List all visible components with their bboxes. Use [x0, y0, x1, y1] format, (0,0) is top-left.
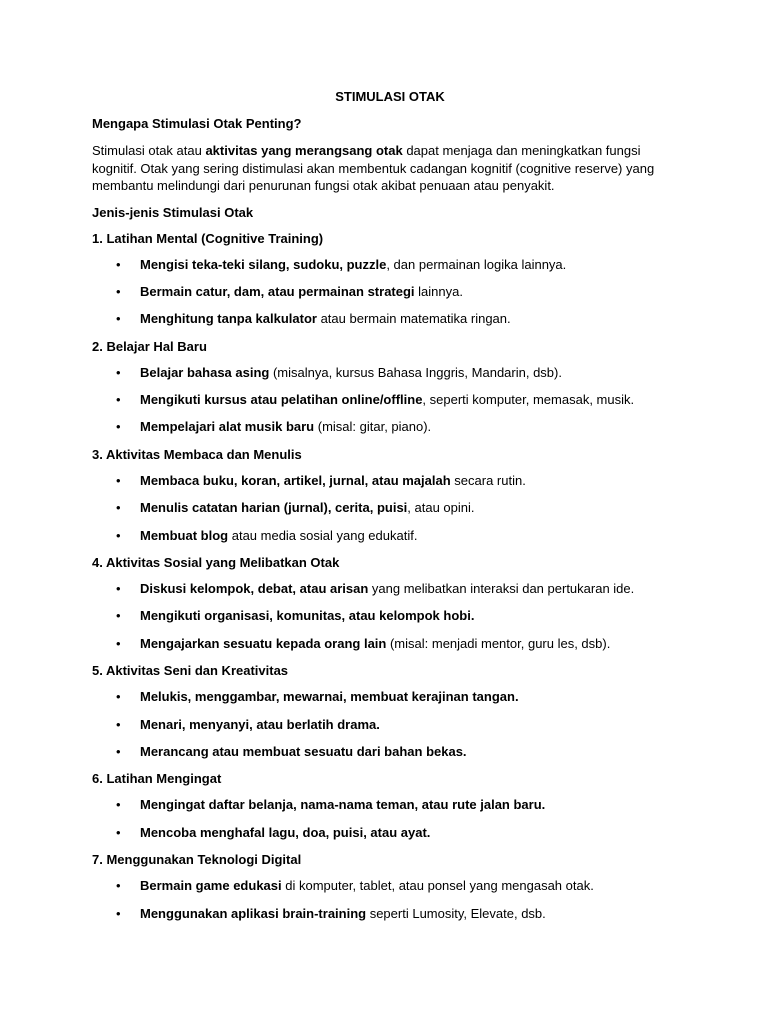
list-item [92, 689, 688, 705]
bullet-icon: • [116, 797, 121, 813]
bullet-list [92, 473, 688, 544]
bullet-list [92, 797, 688, 840]
bullet-icon: • [116, 878, 121, 894]
list-item-text: secara rutin. [450, 472, 526, 488]
section-3 [92, 447, 688, 544]
list-item-text: (misal: gitar, piano). [314, 419, 432, 435]
intro-paragraph [92, 142, 688, 195]
list-item [92, 419, 688, 435]
bullet-icon: • [116, 689, 121, 705]
intro-text-part2: dapat menjaga dan meningkatkan fungsi kognitif. Otak yang sering distimulasi akan membentuk cadangan kognitif (cognitive reserve) yang membantu melindungi dari penurunan fungsi otak akibat penuaan atau penyakit. [92, 143, 655, 193]
section-heading: 3. Aktivitas Membaca dan Menulis [92, 446, 302, 462]
section-heading: 6. Latihan Mengingat [92, 771, 222, 787]
bullet-icon: • [116, 392, 121, 408]
bullet-icon: • [116, 905, 121, 921]
list-item-bold-text: Belajar bahasa asing [140, 364, 270, 380]
bullet-list [92, 878, 688, 921]
section-heading: 1. Latihan Mental (Cognitive Training) [92, 230, 324, 246]
list-item-bold-text: Mengajarkan sesuatu kepada orang lain [140, 635, 387, 651]
bullet-icon: • [116, 716, 121, 732]
list-item-bold-text: Mengisi teka-teki silang, sudoku, puzzle [140, 256, 387, 272]
list-item-bold-text: Membuat blog [140, 527, 229, 543]
intro-text-part1: Stimulasi otak atau [92, 143, 206, 158]
list-item [92, 608, 688, 624]
list-item-text: seperti Lumosity, Elevate, dsb. [366, 905, 546, 921]
section-2 [92, 339, 688, 436]
bullet-icon: • [116, 283, 121, 299]
list-item-bold-text: Menulis catatan harian (jurnal), cerita, puisi [140, 500, 408, 516]
section-heading: 5. Aktivitas Seni dan Kreativitas [92, 663, 289, 679]
list-item [92, 365, 688, 381]
section-4 [92, 555, 688, 652]
intro-heading: Mengapa Stimulasi Otak Penting? [92, 116, 302, 131]
list-item-text: (misal: menjadi mentor, guru les, dsb). [386, 635, 611, 651]
bullet-icon: • [116, 743, 121, 759]
section-1 [92, 231, 688, 328]
list-item-text: atau bermain matematika ringan. [316, 311, 511, 327]
bullet-list [92, 581, 688, 652]
list-item-bold-text: Diskusi kelompok, debat, atau arisan [140, 581, 369, 597]
list-item-bold-text: Menggunakan aplikasi brain-training [140, 905, 367, 921]
bullet-icon: • [116, 472, 121, 488]
list-item-text: lainnya. [414, 283, 463, 299]
section-6 [92, 771, 688, 840]
list-item [92, 392, 688, 408]
list-item [92, 500, 688, 516]
list-item-bold-text: Bermain game edukasi [140, 878, 282, 894]
list-item [92, 528, 688, 544]
list-item [92, 284, 688, 300]
bullet-icon: • [116, 608, 121, 624]
bullet-icon: • [116, 500, 121, 516]
document-title: STIMULASI OTAK [335, 89, 445, 104]
list-item-bold-text: Menghitung tanpa kalkulator [140, 311, 317, 327]
list-item-text: di komputer, tablet, atau ponsel yang mengasah otak. [281, 878, 594, 894]
bullet-icon: • [116, 581, 121, 597]
list-item-bold-text: Menari, menyanyi, atau berlatih drama. [140, 716, 380, 732]
list-item-bold-text: Mengikuti kursus atau pelatihan online/offline [140, 392, 423, 408]
list-item [92, 878, 688, 894]
list-item-text: , dan permainan logika lainnya. [386, 256, 567, 272]
types-heading: Jenis-jenis Stimulasi Otak [92, 204, 254, 220]
section-heading: 4. Aktivitas Sosial yang Melibatkan Otak [92, 555, 340, 571]
list-item [92, 797, 688, 813]
section-heading: 7. Menggunakan Teknologi Digital [92, 852, 302, 868]
bullet-list [92, 365, 688, 436]
bullet-icon: • [116, 635, 121, 651]
list-item-bold-text: Mengingat daftar belanja, nama-nama teman, atau rute jalan baru. [140, 797, 546, 813]
section-7 [92, 852, 688, 921]
list-item-bold-text: Membaca buku, koran, artikel, jurnal, atau majalah [140, 472, 451, 488]
list-item-bold-text: Merancang atau membuat sesuatu dari bahan bekas. [140, 743, 467, 759]
list-item-bold-text: Mengikuti organisasi, komunitas, atau kelompok hobi. [140, 608, 475, 624]
list-item [92, 744, 688, 760]
section-heading: 2. Belajar Hal Baru [92, 338, 207, 354]
list-item [92, 473, 688, 489]
bullet-icon: • [116, 824, 121, 840]
list-item-bold-text: Bermain catur, dam, atau permainan strategi [140, 283, 415, 299]
list-item [92, 717, 688, 733]
list-item-text: yang melibatkan interaksi dan pertukaran ide. [368, 581, 635, 597]
list-item [92, 581, 688, 597]
bullet-list [92, 257, 688, 328]
section-5 [92, 663, 688, 760]
list-item-text: , seperti komputer, memasak, musik. [422, 392, 635, 408]
list-item [92, 257, 688, 273]
list-item-bold-text: Mempelajari alat musik baru [140, 419, 315, 435]
bullet-icon: • [116, 311, 121, 327]
list-item [92, 311, 688, 327]
list-item [92, 906, 688, 922]
bullet-icon: • [116, 527, 121, 543]
list-item-text: atau media sosial yang edukatif. [228, 527, 418, 543]
bullet-icon: • [116, 364, 121, 380]
list-item [92, 636, 688, 652]
bullet-icon: • [116, 256, 121, 272]
bullet-icon: • [116, 419, 121, 435]
list-item-bold-text: Mencoba menghafal lagu, doa, puisi, atau ayat. [140, 824, 431, 840]
list-item-bold-text: Melukis, menggambar, mewarnai, membuat kerajinan tangan. [140, 689, 519, 705]
document-page [92, 89, 688, 933]
intro-text-bold: aktivitas yang merangsang otak [205, 143, 403, 158]
list-item-text: (misalnya, kursus Bahasa Inggris, Mandarin, dsb). [269, 364, 562, 380]
list-item [92, 825, 688, 841]
bullet-list [92, 689, 688, 760]
list-item-text: , atau opini. [407, 500, 475, 516]
sections-container [92, 231, 688, 922]
